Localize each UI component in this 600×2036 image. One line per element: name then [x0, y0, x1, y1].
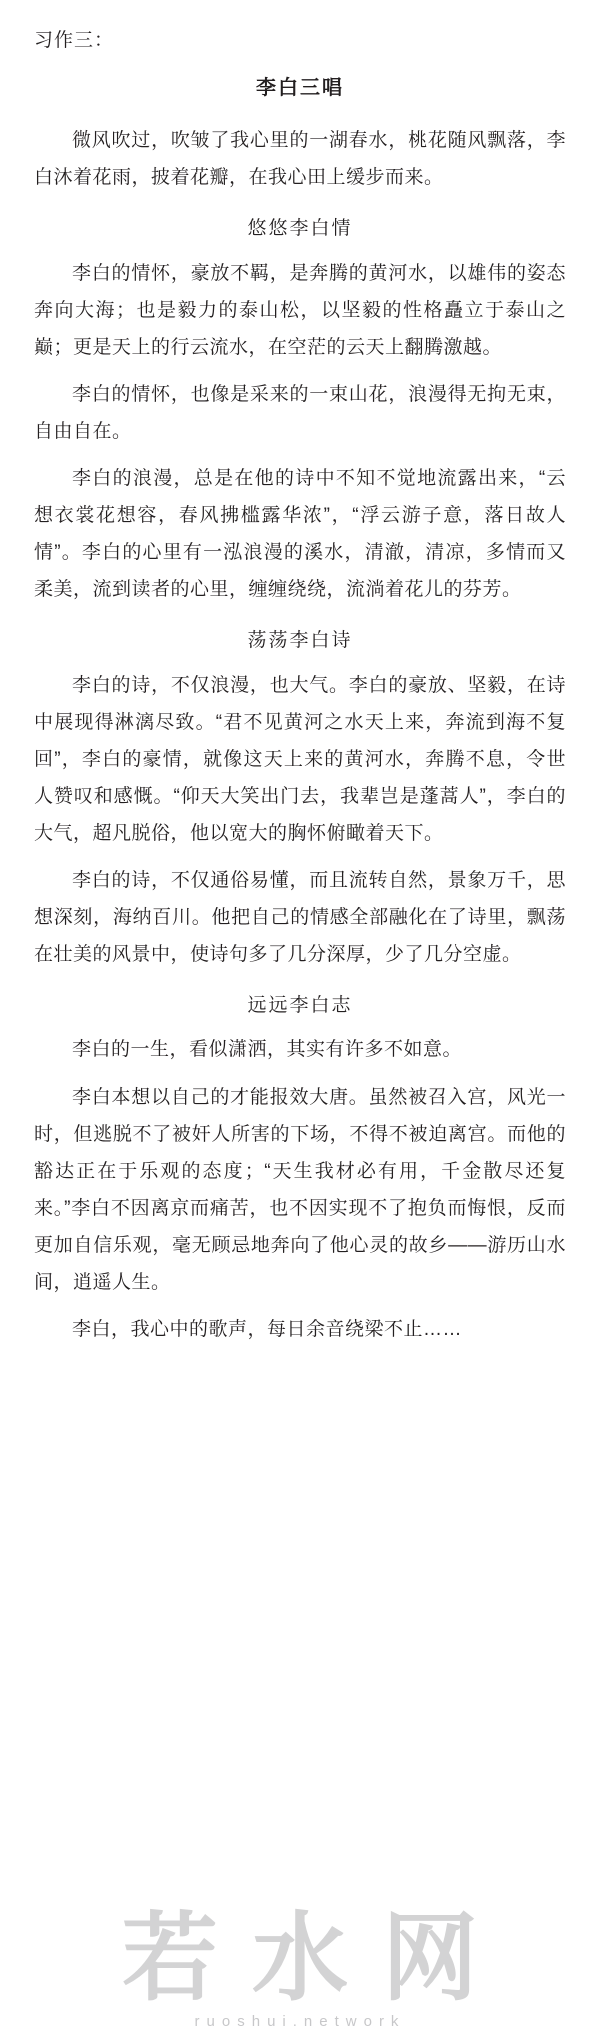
assignment-heading: 习作三：: [34, 30, 115, 51]
section-title-3: 远远李白志: [247, 995, 353, 1017]
section-title-2: 荡荡李白诗: [247, 630, 353, 652]
paragraph: 李白的浪漫，总是在他的诗中不知不觉地流露出来，“云想衣裳花想容，春风拂槛露华浓”，“浮云游子意，落日故人情”。李白的心里有一泓浪漫的溪水，清澈，清凉，多情而又柔美，流到读者的心里，缠缠绕绕，流淌着花儿的芬芳。: [34, 468, 566, 601]
paragraph: 李白的情怀，也像是采来的一束山花，浪漫得无拘无束，自由自在。: [34, 384, 566, 443]
section-title-1: 悠悠李白情: [247, 218, 353, 240]
paragraph: 李白本想以自己的才能报效大唐。虽然被召入宫，风光一时，但逃脱不了被奸人所害的下场，不得不被迫离宫。而他的豁达正在于乐观的态度；“天生我材必有用，千金散尽还复来。”李白不因离京而痛苦，也不因实现不了抱负而悔恨，反而更加自信乐观，毫无顾忌地奔向了他心灵的故乡——游历山水间，逍遥人生。: [34, 1086, 566, 1293]
page-title: 李白三唱: [256, 77, 344, 100]
document-content: [34, 26, 566, 1348]
paragraph: 李白，我心中的歌声，每日余音绕梁不止……: [72, 1318, 463, 1340]
paragraph: 李白的诗，不仅通俗易懂，而且流转自然，景象万千，思想深刻，海纳百川。他把自己的情感全部融化在了诗里，飘荡在壮美的风景中，使诗句多了几分深厚，少了几分空虚。: [34, 869, 566, 966]
paragraph: 李白的一生，看似潇洒，其实有许多不如意。: [72, 1039, 463, 1061]
watermark-text: 若水网: [122, 1905, 512, 2012]
intro-paragraph: 微风吹过，吹皱了我心里的一湖春水，桃花随风飘落，李白沐着花雨，披着花瓣，在我心田上缓步而来。: [34, 130, 566, 189]
paragraph: 李白的情怀，豪放不羁，是奔腾的黄河水，以雄伟的姿态奔向大海；也是毅力的泰山松，以坚毅的性格矗立于泰山之巅；更是天上的行云流水，在空茫的云天上翻腾激越。: [34, 262, 566, 358]
watermark: [0, 1900, 600, 2030]
paragraph: 李白的诗，不仅浪漫，也大气。李白的豪放、坚毅，在诗中展现得淋漓尽致。“君不见黄河之水天上来，奔流到海不复回”，李白的豪情，就像这天上来的黄河水，奔腾不息，令世人赞叹和感慨。“仰天大笑出门去，我辈岂是蓬蒿人”，李白的大气，超凡脱俗，他以宽大的胸怀俯瞰着天下。: [34, 674, 566, 844]
watermark-subtext: ruoshui.network: [194, 2013, 406, 2030]
